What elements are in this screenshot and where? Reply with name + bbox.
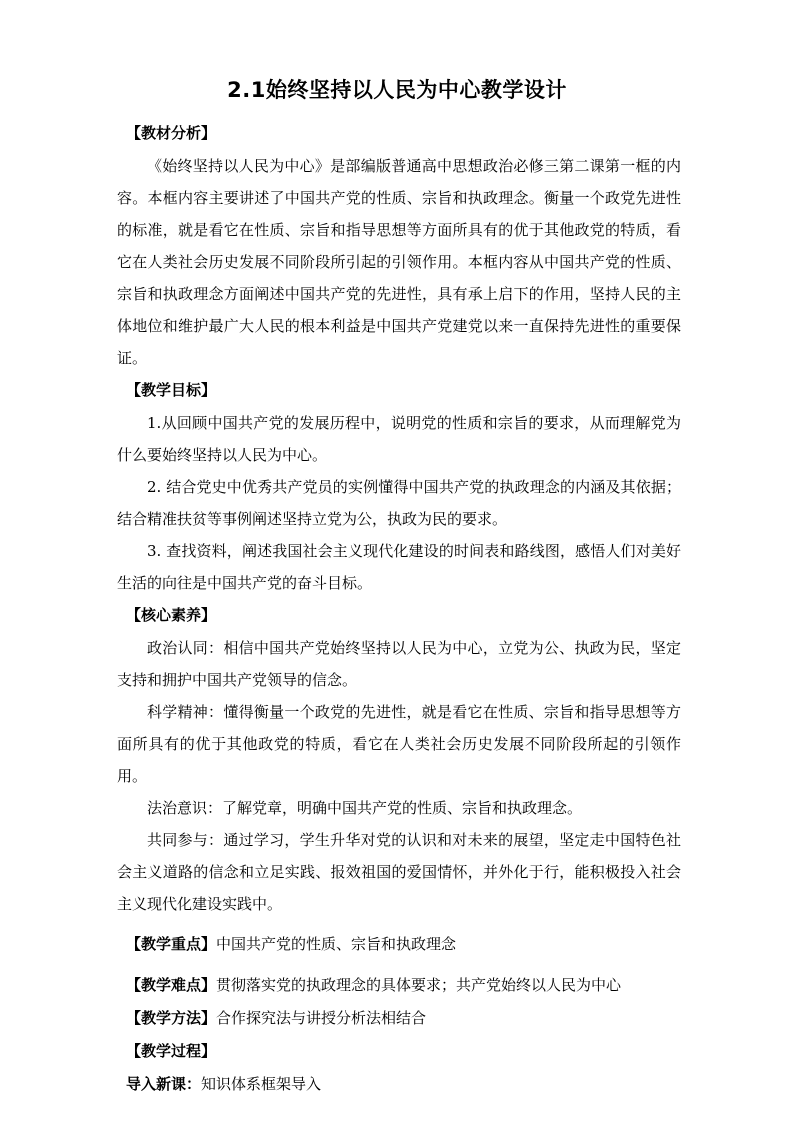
difficulties-heading: 【教学难点】 <box>126 976 217 994</box>
methods-text: 合作探究法与讲授分析法相结合 <box>216 1009 427 1027</box>
spacer <box>117 920 681 928</box>
document-title: 2.1始终坚持以人民为中心教学设计 <box>227 78 567 102</box>
key-points-text: 中国共产党的性质、宗旨和执政理念 <box>216 935 457 953</box>
methods-heading: 【教学方法】 <box>126 1009 217 1027</box>
key-points-heading: 【教学重点】 <box>126 935 217 953</box>
section-heading-literacy: 【核心素养】 <box>126 606 217 624</box>
methods-line <box>126 1002 681 1035</box>
literacy-item-science: 科学精神：懂得衡量一个政党的先进性，就是看它在性质、宗旨和指导思想等方面所具有的优于其他政党的特质，看它在人类社会历史发展不同阶段所起的引领作用。 <box>117 703 681 785</box>
difficulties-text: 贯彻落实党的执政理念的具体要求；共产党始终以人民为中心 <box>216 976 622 994</box>
intro-label: 导入新课： <box>126 1075 202 1093</box>
key-points-line <box>126 928 681 961</box>
literacy-item-political: 政治认同：相信中国共产党始终坚持以人民为中心，立党为公、执政为民，坚定支持和拥护中国共产党领导的信念。 <box>117 639 681 689</box>
intro-line <box>126 1068 681 1101</box>
literacy-item-law: 法治意识：了解党章，明确中国共产党的性质、宗旨和执政理念。 <box>147 799 583 817</box>
goal-item-3: 3. 查找资料，阐述我国社会主义现代化建设的时间表和路线图，感悟人们对美好生活的向往是中国共产党的奋斗目标。 <box>117 542 681 592</box>
material-analysis-paragraph: 《始终坚持以人民为中心》是部编版普通高中思想政治必修三第二课第一框的内容。本框内容主要讲述了中国共产党的性质、宗旨和执政理念。衡量一个政党先进性的标准，就是看它在性质、宗旨和指导思想等方面所具有的优于其他政党的特质，看它在人类社会历史发展不同阶段所引起的引领作用。本框内容从中国共产党的性质、宗旨和执政理念方面阐述中国共产党的先进性，具有承上启下的作用，坚持人民的主体地位和维护最广大人民的根本利益是中国共产党建党以来一直保持先进性的重要保证。 <box>117 157 681 367</box>
section-heading-goals: 【教学目标】 <box>126 381 217 399</box>
spacer <box>117 961 681 969</box>
intro-text: 知识体系框架导入 <box>201 1075 322 1093</box>
section-heading-material-analysis: 【教材分析】 <box>126 124 217 142</box>
goal-item-1: 1.从回顾中国共产党的发展历程中，说明党的性质和宗旨的要求，从而理解党为什么要始终坚持以人民为中心。 <box>117 414 681 464</box>
goal-item-2: 2. 结合党史中优秀共产党员的实例懂得中国共产党的执政理念的内涵及其依据；结合精准扶贫等事例阐述坚持立党为公，执政为民的要求。 <box>117 478 681 528</box>
literacy-item-participation: 共同参与：通过学习，学生升华对党的认识和对未来的展望，坚定走中国特色社会主义道路的信念和立足实践、报效祖国的爱国情怀，并外化于行，能积极投入社会主义现代化建设实践中。 <box>117 831 681 913</box>
section-heading-process: 【教学过程】 <box>126 1042 217 1060</box>
document-body <box>117 117 681 1101</box>
difficulties-line <box>126 969 681 1002</box>
